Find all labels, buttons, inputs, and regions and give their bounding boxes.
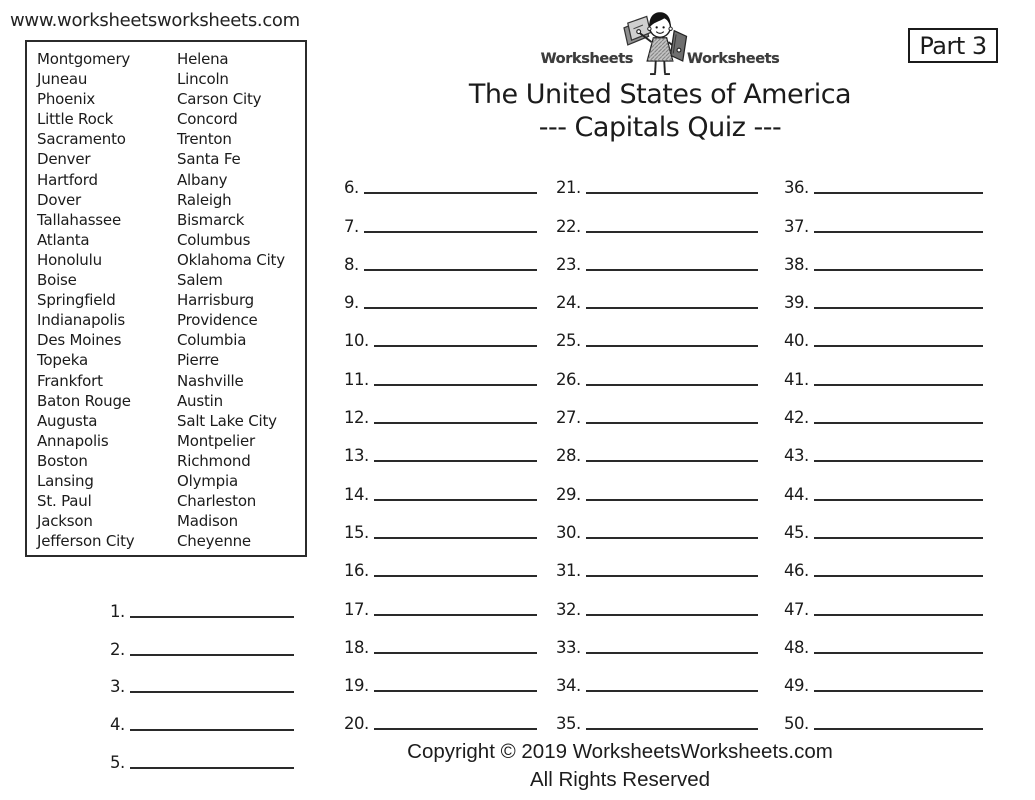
capital-name: Tallahassee: [37, 210, 121, 229]
answer-line[interactable]: [374, 422, 537, 424]
answer-blank-row: [344, 619, 537, 657]
capital-name: Columbia: [177, 331, 247, 350]
blank-number: 22.: [556, 216, 581, 236]
answer-line[interactable]: [586, 231, 758, 233]
blank-number: 23.: [556, 254, 581, 274]
part-label: Part 3: [919, 32, 987, 60]
logo-right-text: Worksheets: [687, 51, 780, 67]
answer-line[interactable]: [586, 575, 758, 577]
answer-blank-row: [110, 659, 294, 697]
title-line-2: --- Capitals Quiz ---: [538, 112, 782, 143]
answer-blank-row: [556, 504, 758, 542]
capital-name: Denver: [37, 150, 91, 169]
capital-name: Boston: [37, 451, 88, 470]
answer-blank-row: [784, 542, 983, 580]
blank-number: 21.: [556, 178, 581, 198]
capital-name: Salt Lake City: [177, 411, 277, 430]
answer-line[interactable]: [586, 422, 758, 424]
answer-line[interactable]: [374, 575, 537, 577]
word-bank-column-1: [37, 49, 134, 551]
capital-name: Trenton: [177, 130, 232, 149]
answer-line[interactable]: [814, 231, 983, 233]
capital-name: Indianapolis: [37, 311, 125, 330]
capital-name: Madison: [177, 512, 238, 531]
blank-number: 47.: [784, 599, 809, 619]
capital-name: Des Moines: [37, 331, 122, 350]
answer-line[interactable]: [364, 231, 537, 233]
blank-number: 18.: [344, 637, 369, 657]
capital-name: Little Rock: [37, 110, 114, 129]
capital-name: Phoenix: [37, 90, 96, 109]
word-bank-column-2: [177, 49, 285, 551]
answer-blank-row: [556, 159, 758, 197]
blank-number: 4.: [110, 715, 125, 734]
capital-name: Honolulu: [37, 250, 102, 269]
capital-name: Augusta: [37, 411, 98, 430]
answer-line[interactable]: [364, 269, 537, 271]
answer-line[interactable]: [586, 652, 758, 654]
copyright-text: Copyright © 2019 WorksheetsWorksheets.com: [407, 740, 833, 763]
capital-name: Annapolis: [37, 431, 109, 450]
blank-number: 41.: [784, 369, 809, 389]
answer-line[interactable]: [814, 384, 983, 386]
capital-name: Olympia: [177, 471, 238, 490]
answer-blank-row: [784, 236, 983, 274]
answer-line[interactable]: [814, 652, 983, 654]
answer-line[interactable]: [586, 460, 758, 462]
logo-left-text: Worksheets: [540, 51, 633, 67]
capital-name: Boise: [37, 271, 77, 290]
answer-blank-row: [344, 389, 537, 427]
answer-line[interactable]: [586, 192, 758, 194]
answer-line[interactable]: [814, 537, 983, 539]
answer-blank-row: [110, 696, 294, 734]
blank-number: 5.: [110, 752, 125, 772]
answer-line[interactable]: [814, 269, 983, 271]
blank-number: 9.: [344, 293, 359, 313]
answer-blank-row: [344, 695, 537, 733]
blank-number: 36.: [784, 178, 809, 198]
capital-name: Topeka: [37, 351, 88, 370]
answer-blank-row: [556, 542, 758, 580]
answer-column-36-50: [784, 159, 983, 733]
answer-line[interactable]: [814, 614, 983, 616]
answer-blank-row: [110, 734, 294, 772]
capital-name: Santa Fe: [177, 150, 241, 169]
blank-number: 7.: [344, 216, 359, 236]
capital-name: Lincoln: [177, 70, 229, 89]
capital-name: Charleston: [177, 492, 257, 511]
capital-name: Atlanta: [37, 230, 90, 249]
blank-number: 2.: [110, 639, 125, 659]
blank-number: 32.: [556, 599, 581, 619]
blank-number: 26.: [556, 369, 581, 389]
answer-blank-row: [556, 580, 758, 618]
answer-line[interactable]: [130, 691, 294, 693]
capital-name: Helena: [177, 50, 229, 68]
capital-name: Jefferson City: [37, 532, 135, 551]
answer-blank-row: [344, 312, 537, 350]
capital-name: Lansing: [37, 471, 94, 490]
blank-number: 6.: [344, 178, 359, 198]
capital-name: Bismarck: [177, 210, 245, 229]
answer-blank-row: [556, 465, 758, 503]
answer-blank-row: [556, 695, 758, 733]
blank-number: 30.: [556, 522, 581, 542]
answer-line[interactable]: [586, 537, 758, 539]
answer-blank-row: [784, 350, 983, 388]
answer-blank-row: [784, 504, 983, 542]
capital-name: Pierre: [177, 351, 219, 370]
part-label-box: [908, 28, 998, 63]
answer-blank-row: [784, 159, 983, 197]
answer-blank-row: [784, 465, 983, 503]
blank-number: 14.: [344, 484, 369, 504]
capital-name: Harrisburg: [177, 291, 254, 310]
answer-line[interactable]: [374, 537, 537, 539]
blank-number: 29.: [556, 484, 581, 504]
word-bank-box: [25, 40, 307, 557]
blank-number: 13.: [344, 446, 369, 466]
rights-reserved-text: All Rights Reserved: [529, 768, 710, 791]
answer-line[interactable]: [374, 460, 537, 462]
blank-number: 46.: [784, 561, 809, 581]
capital-name: Juneau: [37, 70, 88, 89]
blank-number: 31.: [556, 561, 581, 581]
blank-number: 39.: [784, 293, 809, 313]
blank-number: 49.: [784, 676, 809, 696]
blank-number: 16.: [344, 561, 369, 581]
answer-blank-row: [784, 427, 983, 465]
answer-line[interactable]: [586, 307, 758, 309]
answer-blank-row: [344, 427, 537, 465]
answer-line[interactable]: [374, 345, 537, 347]
blank-number: 11.: [344, 369, 369, 389]
answer-blank-row: [784, 389, 983, 427]
worksheets-logo: [500, 8, 820, 79]
answer-line[interactable]: [374, 499, 537, 501]
answer-blank-row: [784, 619, 983, 657]
blank-number: 10.: [344, 331, 369, 351]
blank-number: 25.: [556, 331, 581, 351]
capital-name: Montpelier: [177, 431, 255, 450]
capital-name: Baton Rouge: [37, 391, 131, 410]
answer-blank-row: [784, 657, 983, 695]
capital-name: Springfield: [37, 291, 116, 310]
blank-number: 37.: [784, 216, 809, 236]
answer-blank-row: [110, 621, 294, 659]
answer-blank-row: [344, 465, 537, 503]
title-line-1: The United States of America: [468, 79, 852, 110]
answer-blank-row: [344, 197, 537, 235]
answer-blank-row: [784, 274, 983, 312]
blank-number: 44.: [784, 484, 809, 504]
blank-number: 50.: [784, 714, 809, 734]
capital-name: Sacramento: [37, 130, 126, 149]
answer-line[interactable]: [586, 728, 758, 730]
answer-line[interactable]: [586, 384, 758, 386]
answer-blank-row: [344, 580, 537, 618]
answer-line[interactable]: [814, 345, 983, 347]
blank-number: 1.: [110, 601, 125, 621]
capital-name: Richmond: [177, 451, 251, 470]
blank-number: 24.: [556, 293, 581, 313]
blank-number: 45.: [784, 522, 809, 542]
answer-blank-row: [344, 274, 537, 312]
page-title: [320, 78, 1000, 144]
blank-number: 40.: [784, 331, 809, 351]
capital-name: Salem: [177, 271, 223, 290]
answer-blank-row: [556, 274, 758, 312]
capital-name: Concord: [177, 110, 238, 129]
capital-name: Columbus: [177, 230, 251, 249]
capital-name: Montgomery: [37, 50, 131, 68]
blank-number: 35.: [556, 714, 581, 734]
capital-name: Nashville: [177, 371, 244, 390]
blank-number: 12.: [344, 408, 369, 428]
answer-blank-row: [784, 695, 983, 733]
answer-line[interactable]: [586, 269, 758, 271]
capital-name: Hartford: [37, 170, 98, 189]
answer-line[interactable]: [374, 652, 537, 654]
answer-line[interactable]: [130, 616, 294, 618]
answer-blank-row: [784, 580, 983, 618]
answer-column-1-5: [110, 583, 294, 772]
answer-line[interactable]: [814, 728, 983, 730]
answer-line[interactable]: [814, 499, 983, 501]
answer-line[interactable]: [130, 767, 294, 769]
answer-line[interactable]: [130, 654, 294, 656]
capital-name: Frankfort: [37, 371, 103, 390]
blank-number: 38.: [784, 254, 809, 274]
answer-blank-row: [556, 350, 758, 388]
capital-name: Providence: [177, 311, 258, 330]
answer-blank-row: [344, 657, 537, 695]
answer-column-6-20: [344, 159, 537, 733]
blank-number: 27.: [556, 408, 581, 428]
answer-blank-row: [556, 657, 758, 695]
capital-name: Oklahoma City: [177, 250, 285, 269]
answer-blank-row: [556, 427, 758, 465]
answer-line[interactable]: [814, 575, 983, 577]
answer-blank-row: [110, 583, 294, 621]
answer-line[interactable]: [586, 614, 758, 616]
answer-line[interactable]: [586, 345, 758, 347]
capital-name: Cheyenne: [177, 532, 251, 551]
blank-number: 20.: [344, 714, 369, 734]
answer-blank-row: [556, 312, 758, 350]
answer-blank-row: [556, 236, 758, 274]
blank-number: 42.: [784, 408, 809, 428]
blank-number: 43.: [784, 446, 809, 466]
capital-name: Carson City: [177, 90, 262, 109]
answer-column-21-35: [556, 159, 758, 733]
answer-blank-row: [344, 542, 537, 580]
answer-line[interactable]: [130, 729, 294, 731]
capital-name: Austin: [177, 391, 223, 410]
answer-blank-row: [344, 159, 537, 197]
answer-line[interactable]: [814, 422, 983, 424]
answer-blank-row: [344, 350, 537, 388]
answer-line[interactable]: [814, 192, 983, 194]
capital-name: Jackson: [37, 512, 93, 531]
blank-number: 15.: [344, 522, 369, 542]
blank-number: 3.: [110, 677, 125, 697]
website-url[interactable]: www.worksheetsworksheets.com: [10, 10, 300, 31]
blank-number: 33.: [556, 637, 581, 657]
blank-number: 17.: [344, 599, 369, 619]
kid-with-books-icon: [618, 7, 702, 79]
answer-blank-row: [556, 389, 758, 427]
answer-blank-row: [344, 236, 537, 274]
answer-blank-row: [344, 504, 537, 542]
blank-number: 8.: [344, 254, 359, 274]
capital-name: St. Paul: [37, 492, 92, 511]
answer-blank-row: [784, 197, 983, 235]
answer-line[interactable]: [586, 499, 758, 501]
answer-line[interactable]: [374, 690, 537, 692]
answer-line[interactable]: [364, 192, 537, 194]
capital-name: Raleigh: [177, 190, 232, 209]
answer-line[interactable]: [374, 614, 537, 616]
answer-line[interactable]: [364, 307, 537, 309]
capital-name: Dover: [37, 190, 82, 209]
answer-line[interactable]: [374, 384, 537, 386]
capital-name: Albany: [177, 170, 228, 189]
answer-line[interactable]: [374, 728, 537, 730]
blank-number: 34.: [556, 676, 581, 696]
blank-number: 48.: [784, 637, 809, 657]
blank-number: 19.: [344, 676, 369, 696]
answer-line[interactable]: [586, 690, 758, 692]
answer-blank-row: [784, 312, 983, 350]
answer-line[interactable]: [814, 690, 983, 692]
answer-blank-row: [556, 197, 758, 235]
answer-blank-row: [556, 619, 758, 657]
blank-number: 28.: [556, 446, 581, 466]
answer-line[interactable]: [814, 307, 983, 309]
answer-line[interactable]: [814, 460, 983, 462]
